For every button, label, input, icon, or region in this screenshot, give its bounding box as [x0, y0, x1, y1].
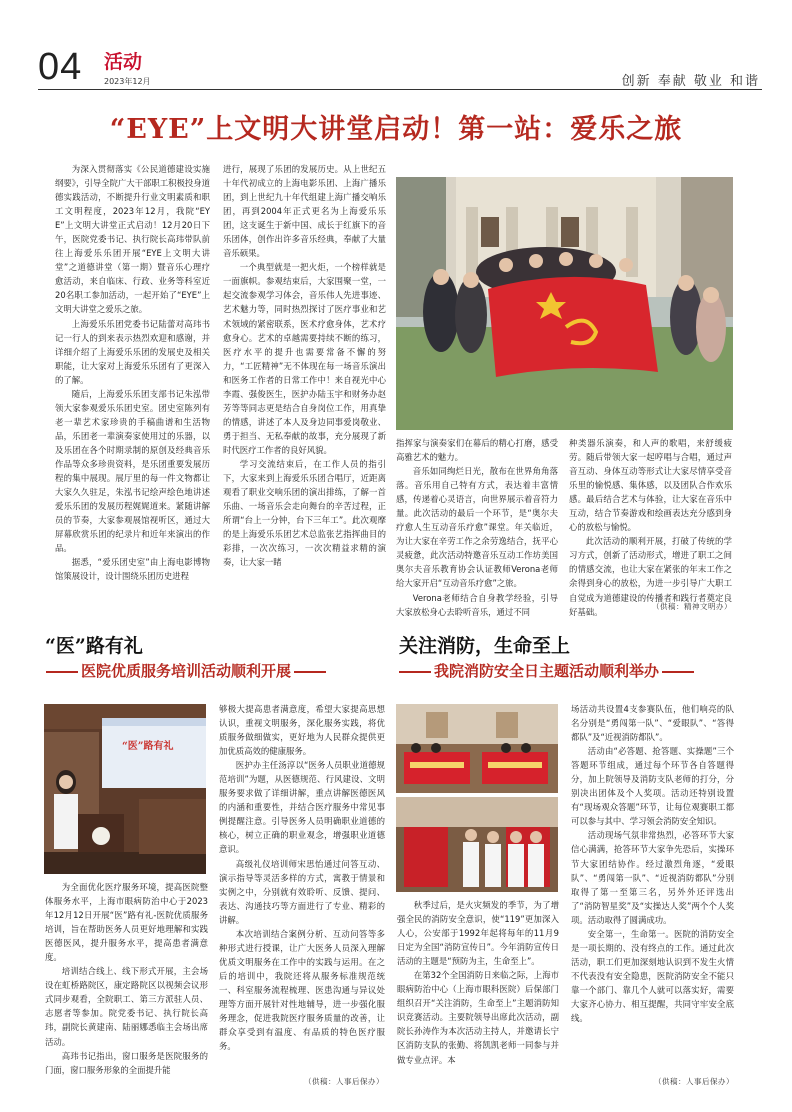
right-article-credit: （供稿：人事后保办）: [654, 1077, 734, 1086]
main-article-col1: [55, 162, 210, 602]
right-article-col2: [571, 702, 734, 1074]
paragraph: 音乐如同绚烂日光，散布在世界角角落落。音乐用自己特有方式，表达着丰富情感，传递着心灵语言，向世界展示着音符力量。此次活动的最后一个环节，是“奥尔夫疗愈人生互动音乐疗愈”课堂。年关临近，为让大家在辛劳工作之余劳逸结合，抚平心灵疲惫，此次活动特邀音乐互动工作坊美国奥尔夫音乐教育协会认证教师Verona老师给大家开启“互动音乐疗愈”之旅。: [396, 466, 558, 589]
paragraph: 够极大提高患者满意度，希望大家提高思想认识，重视文明服务，深化服务实践，将优质服务做细做实，更好地为人民群众提供更加优质高效的健康服务。: [219, 704, 385, 757]
paragraph: 培训结合线上、线下形式开展，主会场设在虹桥路院区，康定路院区以视频会议形式同步观看，全院职工、第三方派驻人员、志愿者等参加。院党委书记、执行院长高玮，副院长黄建南、陆丽娜悉临主会场出席活动。: [45, 966, 208, 1047]
group-photo: [396, 177, 733, 430]
paragraph: 此次活动的顺利开展，打破了传统的学习方式，创新了活动形式，增进了职工之间的情感交流，也让大家在紧张的年末工作之余得到身心的放松，为进一步引导广大职工自觉成为道德建设的传播者和践行者奠定良好基础。: [569, 536, 732, 617]
left-article-col1: [45, 880, 208, 1098]
paragraph: 活动由“必答题、抢答题、实操题”三个答题环节组成，通过每个环节各自答题得分，加上院领导及消防支队老师的打分，分别决出团体及个人奖项。活动还特别设置有“现场观众答题”环节，让每位观赛职工都可以参与其中、学习领会消防安全知识。: [571, 746, 734, 827]
slogan: 创新 奉献 敬业 和谐: [621, 74, 760, 89]
main-article-title: “EYE”上文明大讲堂启动！第一站：爱乐之旅: [109, 114, 683, 145]
paragraph: 上海爱乐乐团党委书记陆蕾对高玮书记一行人的到来表示热烈欢迎和感谢，并详细介绍了上海爱乐乐团的发展史及相关职能，让大家对上海爱乐乐团有了更深入的了解。: [55, 318, 210, 385]
header-rule: [38, 89, 762, 90]
paragraph: 为全面优化医疗服务环境，提高医院整体服务水平，上海市眼病防治中心于2023年12月12日开展“医”路有礼-医院优质服务培训，旨在帮助医务人员更好地理解和实践医德医风，提升服务水平，提高患者满意度。: [45, 882, 208, 963]
paragraph: 本次培训结合案例分析、互动问答等多种形式进行授课，让广大医务人员深入理解优质文明服务在工作中的实践与运用。在之后的培训中，我院还将从服务标准规范统一、科室服务流程梳理、医患沟通与异议处理等方面开展针对性地辅导，进一步强化服务理念，促进我院医疗服务质量的改善，让群众享受到有温度、有品质的特色医疗服务。: [219, 928, 385, 1052]
section-label: 活动: [104, 51, 143, 73]
paragraph: 医护办主任汤淳以“医务人员职业道德规范培训”为题，从医德规范、行风建设、文明服务要求做了详细讲解，重点讲解医德医风的内涵和重要性，并结合医疗服务中常见事例提醒注意。引导医务人员明确职业道德的核心，树立正确的职业观念，增强职业道德意识。: [219, 760, 385, 855]
main-article-col2: [223, 162, 386, 602]
left-article-col2: [219, 702, 385, 1088]
issue-date: 2023年12月: [104, 77, 151, 86]
fire-quiz-photo-1: [396, 704, 558, 793]
slide-title: “医”路有礼: [122, 741, 174, 752]
paragraph: 秋季过后，是火灾频发的季节，为了增强全民的消防安全意识，使“119”更加深入人心，公安部于1992年起将每年的11月9日定为全国“消防宣传日”。今年消防宣传日活动的主题是“预防为主，生命至上”。: [397, 900, 559, 967]
paragraph: 指挥家与演奏家们在幕后的精心打磨，感受高雅艺术的魅力。: [396, 438, 558, 463]
paragraph: 据悉，“爱乐团史室”由上海电影博物馆策展设计，设计围绕乐团历史进程: [55, 557, 210, 582]
fire-quiz-photo-2: [396, 797, 558, 892]
left-article-credit: （供稿：人事后保办）: [304, 1077, 384, 1086]
paragraph: 高玮书记指出，窗口服务是医院服务的门面，窗口服务形象的全面提升能: [45, 1050, 208, 1075]
left-article-title: “医”路有礼: [45, 635, 143, 657]
left-article-subtitle: 医院优质服务培训活动顺利开展: [43, 661, 329, 681]
main-article-credit: （供稿：精神文明办）: [652, 602, 732, 611]
paragraph: 活动现场气氛非常热烈，必答环节大家信心满满，抢答环节大家争先恐后，实操环节大家团结协作。经过激烈角逐，“爱眼队”、“勇闯第一队”、“近视消防都队”分别取得了第一至第三名，另外外还评选出了“消防智星奖”及“实操达人奖”两个个人奖项。活动取得了圆满成功。: [571, 830, 734, 925]
page-number: 04: [38, 46, 83, 88]
paragraph: 种类器乐演奏，和人声的歌唱，来舒缓疲劳。随后带领大家一起哼唱与合唱，通过声音互动、身体互动等形式让大家尽情享受音乐里的愉悦感、集体感，以及团队合作欢乐感。最后结合艺术与体验，让大家在音乐中互动，结合节奏游戏和绘画表达充分感到身心的放松与愉悦。: [569, 438, 732, 533]
paragraph: 为深入贯彻落实《公民道德建设实施纲要》，引导全院广大干部职工积极投身道德实践活动，不断提升行业文明素质和职工文明程度，2023年12月，我院“EYE”上文明大讲堂正式启动！12月20日下午，医院党委书记、执行院长高玮带队前往上海爱乐乐团开展“EYE上文明大讲堂”之道德讲堂（第一期）暨音乐心理疗愈活动，来自临床、行政、业务等科室近20名职工参加活动，一起开始了“EYE”上文明大讲堂之爱乐之旅。: [55, 164, 210, 315]
paragraph: 进行，展现了乐团的发展历史。从上世纪五十年代初成立的上海电影乐团、上海广播乐团，到上世纪九十年代组建上海广播交响乐团，再到2004年正式更名为上海爱乐乐团，这支诞生于新中国、成长于红旗下的音乐团体，创作出许多音乐经典，奉献了大量音乐硕果。: [223, 164, 386, 259]
paragraph: 安全第一，生命第一。医院的消防安全是一项长期的、没有终点的工作。通过此次活动，职工们更加深刻地认识到不发生火情不代表没有安全隐患，医院消防安全不能只靠一个部门、靠几个人就可以落实好，需要大家齐心协力、相互提醒，共同守牢安全底线。: [571, 928, 734, 1024]
right-article-title: 关注消防，生命至上: [399, 635, 571, 657]
paragraph: 学习交流结束后，在工作人员的指引下，大家来到上海爱乐乐团合唱厅，近距离观看了职业交响乐团的演出排练，了解一首乐曲、一场音乐会走向舞台的辛苦过程，正所谓“台上一分钟，台下三年工”。此次观摩的是上海爱乐乐团艺术总监张艺指挥曲目的彩排，一次次练习，一次次精益求精的演奏，让大家一睹: [223, 458, 386, 568]
main-article-col3: [396, 436, 558, 617]
right-article-col1: [397, 898, 559, 1098]
paragraph: 场活动共设置4支参赛队伍，他们响亮的队名分别是“勇闯第一队”、“爱眼队”、“答得都队”及“近视消防都队”。: [571, 704, 734, 743]
paragraph: 一个典型就是一把火炬，一个榜样就是一面旗帜。参观结束后，大家围聚一堂，一起交流参观学习体会，音乐伟人先进事迹、艺术魅力等，同时热烈探讨了医疗事业和艺术领域的紧密联系，医术疗愈身体，艺术疗愈身心。艺术的卓越需要持续不断的练习，医疗水平的提升也需要常备不懈的努力，“工匠精神”无不体现在每一场音乐演出和医务工作者的日常工作中！来自视光中心李霞、强俊医生，医护办陆玉宇和财务办赵芳等等同志更是结合自身岗位工作，用真挚的情感，讲述了本人及身边同事爱岗敬业、勇于担当、无私奉献的故事，充分展现了新时代医疗工作者的良好风貌。: [223, 262, 386, 455]
paragraph: 随后，上海爱乐乐团支部书记朱泓带领大家参观爱乐乐团史室。团史室陈列有老一辈艺术家珍贵的手稿曲谱和生活物品，乐团老一辈演奏家使用过的乐器，以及乐团在各个时期录制的原创及经典音乐作品等众多珍贵资料，是乐团重要发展历程的集中展现。展厅里的每一件文物都让大家久久驻足，朱泓书记绘声绘色地讲述爱乐乐团的发展历程娓娓道来。紧随讲解员的节奏，大家参观展馆视听区，通过大屏幕欣赏乐团的纪录片和近年来演出的作品。: [55, 388, 210, 554]
paragraph: 在第32个全国消防日来临之际，上海市眼病防治中心（上海市眼科医院）后保部门组织召开“关注消防，生命至上”主题消防知识竞赛活动。主要院领导出席此次活动，副院长孙涛作为本次活动主持人，并邀请长宁区消防支队的张勤、将凯凯老师一同参与并做专业点评。本: [397, 970, 559, 1065]
right-article-subtitle: 我院消防安全日主题活动顺利举办: [396, 661, 697, 681]
paragraph: Verona老师结合自身教学经验，引导大家放松身心去聆听音乐，通过不同: [396, 592, 558, 617]
training-photo: [44, 704, 206, 874]
paragraph: 高级礼仪培训师宋思怡通过问答互动、演示指导等灵活多样的方式，寓教于情景和实例之中，分别就有效聆听、反馈、提问、表达、沟通技巧等方面进行了专业、精彩的讲解。: [219, 858, 385, 925]
